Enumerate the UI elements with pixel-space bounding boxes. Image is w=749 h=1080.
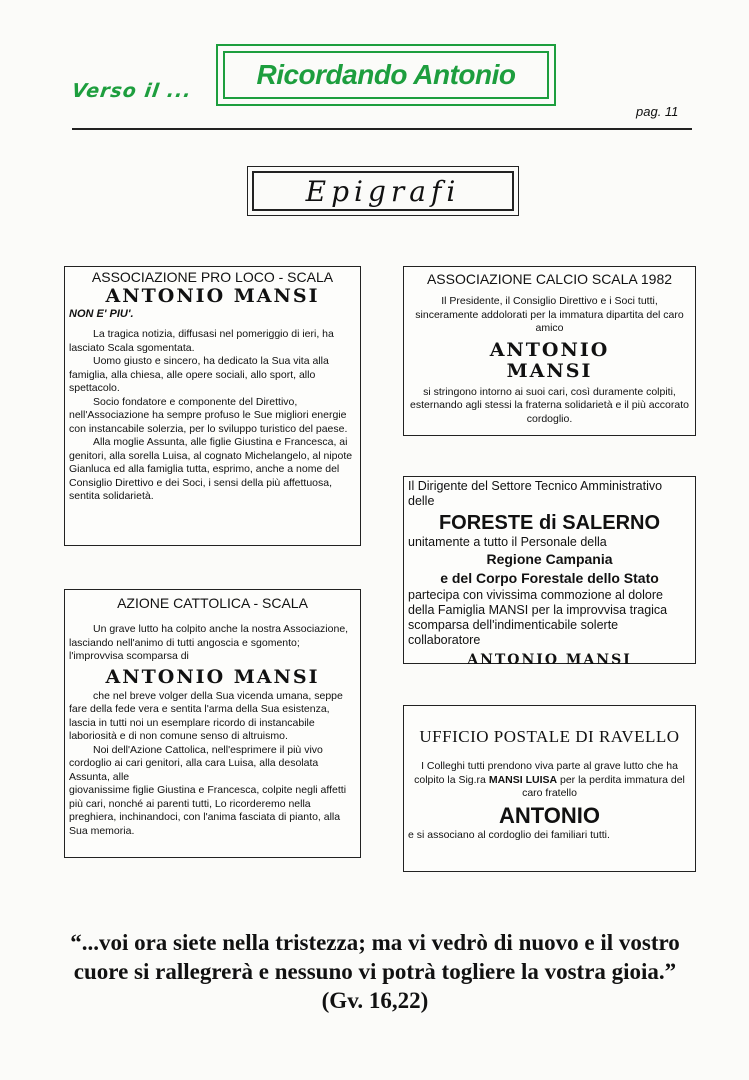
paragraph: Noi dell'Azione Cattolica, nell'esprimere il più vivo cordoglio ai cari genitori, alla cara Luisa, alla desolata Assunta, alle [69, 743, 323, 783]
verso-il-logo: Verso il ... [70, 80, 194, 102]
section-title-box [247, 166, 519, 216]
epigraph-line: partecipa con vivissima commozione al dolore della Famiglia MANSI per la improvvisa tragica scomparsa dell'indimenticabile solerte collaboratore [408, 588, 668, 647]
epigraph-pro-loco [64, 266, 361, 546]
paragraph: giovanissime figlie Giustina e Francesca, colpite negli affetti più cari, nonché ai parenti tutti, Lo ricorderemo nella preghiera, inchinandoci, con l'anima fasciata di pianto, alla Sua memoria. [69, 784, 347, 837]
epigraph-body [65, 328, 360, 504]
epigraph-foreste [403, 476, 696, 668]
epigraph-heading: ASSOCIAZIONE CALCIO SCALA 1982 [426, 271, 673, 287]
section-title: Epigrafi [305, 174, 461, 208]
page-number: pag. 11 [636, 104, 679, 119]
deceased-name: ANTONIO MANSI [467, 652, 632, 668]
epigraph-heading: UFFICIO POSTALE DI RAVELLO [419, 727, 680, 746]
epigraph-body [65, 690, 360, 839]
epigraph-intro [404, 760, 695, 801]
epigraph-org: e del Corpo Forestale dello Stato [440, 570, 659, 586]
epigraph-intro: Il Presidente, il Consiglio Direttivo e i Soci tutti, sinceramente addolorati per la immatura dipartita del caro amico [415, 295, 684, 334]
masthead-inner-frame [223, 51, 549, 99]
epigraph-azione-cattolica [64, 589, 361, 858]
bible-quote: “...voi ora siete nella tristezza; ma vi vedrò di nuovo e il vostro cuore si rallegrerà e nessuno vi potrà togliere la vostra gioia.” (Gv. 16,22) [70, 930, 680, 1013]
intro-text: per la perdita immatura del caro fratello [522, 773, 685, 799]
epigraph-ufficio-postale [403, 705, 696, 872]
epigraph-org: Regione Campania [486, 551, 613, 567]
paragraph: Un grave lutto ha colpito anche la nostra Associazione, lasciando nell'animo di tutti angoscia e sgomento; l'improvvisa scomparsa di [69, 623, 349, 662]
deceased-name: ANTONIO MANSI [105, 285, 320, 307]
deceased-last-name: MANSI [506, 359, 593, 382]
paragraph: Alla moglie Assunta, alle figlie Giustina e Francesca, ai genitori, alla sorella Luisa, al cognato Michelangelo, al nipote Gianluca ed alla famiglia tutta, esprimo, anche a nome del Consiglio Direttivo e dei Soci, i sensi della più affettuosa, sentita solidarietà. [69, 436, 353, 502]
epigraph-heading: ASSOCIAZIONE PRO LOCO - SCALA [91, 269, 334, 285]
epigraph-heading: AZIONE CATTOLICA - SCALA [117, 595, 308, 611]
paragraph: Uomo giusto e sincero, ha dedicato la Sua vita alla famiglia, alla chiesa, alle opere sociali, allo sport, allo spettacolo. [69, 355, 329, 394]
intro-text: I Colleghi tutti prendono viva parte al grave lutto che ha colpito la Sig.ra [414, 760, 678, 786]
epigraph-intro [65, 623, 360, 664]
masthead-title: Ricordando Antonio [256, 59, 516, 90]
masthead-box [216, 44, 556, 106]
epigraph-outro: e si associano al cordoglio dei familiari tutti. [408, 828, 610, 841]
section-title-inner-frame [252, 171, 514, 211]
deceased-first-name: ANTONIO [489, 338, 610, 361]
epigraph-line: unitamente a tutto il Personale della [408, 535, 607, 549]
intro-bold-name: MANSI LUISA [488, 773, 558, 786]
header-divider [72, 128, 692, 130]
epigraph-org: FORESTE di SALERNO [438, 512, 661, 534]
paragraph: La tragica notizia, diffusasi nel pomeriggio di ieri, ha lasciato Scala sgomentata. [69, 328, 334, 354]
epigraph-line: Il Dirigente del Settore Tecnico Amministrativo delle [408, 479, 663, 508]
deceased-name: ANTONIO [498, 802, 601, 828]
paragraph: che nel breve volger della Sua vicenda umana, seppe fare della fede vera e sentita l'arma della Sua esistenza, lascia in tutti noi un esemplare ricordo di instancabile laboriosità e di non comune senso di altruismo. [69, 689, 343, 742]
epigraph-outro: si stringono intorno ai suoi cari, così duramente colpiti, esternando agli stessi la fraterna solidarietà e il più accorato cordoglio. [410, 385, 689, 425]
epigraph-calcio [403, 266, 696, 436]
epigraph-subhead: NON E' PIU'. [69, 308, 134, 320]
paragraph: Socio fondatore e componente del Direttivo, nell'Associazione ha sempre profuso le Sue migliori energie con instancabile solerzia, per lo sviluppo turistico del paese. [69, 395, 348, 435]
deceased-name [404, 340, 695, 382]
deceased-name: ANTONIO MANSI [105, 665, 320, 688]
